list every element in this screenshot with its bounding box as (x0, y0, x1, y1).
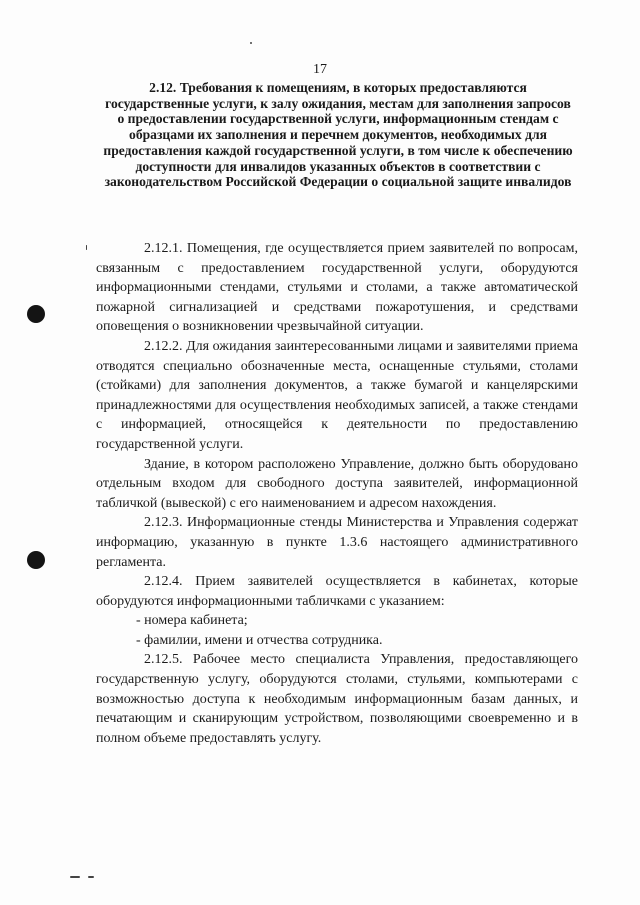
paragraph-2-12-3: 2.12.3. Информационные стенды Министерства и Управления содержат информацию, указанную в пункте 1.3.6 настоящего административного регламента. (96, 515, 578, 570)
section-heading: 2.12. Требования к помещениям, в которых предоставляются государственные услуги, к залу ожидания, местам для заполнения запросов о предоставлении государственной услуги, информационным стендам с образцами их заполнения и перечнем документов, необходимых для предоставления каждой государственной услуги, в том числе к обеспечению доступности для инвалидов указанных объектов в соответствии с законодательством Российской Федерации о социальной защите инвалидов (103, 80, 573, 190)
scan-speck (88, 876, 94, 878)
scan-speck (250, 42, 252, 44)
punch-hole-upper (27, 305, 45, 323)
paragraph-2-12-5: 2.12.5. Рабочее место специалиста Управления, предоставляющего государственную услугу, оборудуются столами, стульями, компьютерами с возможностью доступа к необходимым информационным базам данных, и печатающим и сканирующим устройством, позволяющими своевременно и в полном объеме предоставлять услугу. (96, 652, 578, 746)
paragraph-2-12-1: 2.12.1. Помещения, где осуществляется прием заявителей по вопросам, связанным с предоставлением государственной услуги, оборудуются информационными стендами, стульями и столами, а также автоматической пожарной сигнализацией и средствами пожаротушения, и средствами оповещения о возникновении чрезвычайной ситуации. (96, 241, 578, 335)
paragraph-2-12-2: 2.12.2. Для ожидания заинтересованными лицами и заявителями приема отводятся специально обозначенные места, оснащенные стульями, столами (стойками) для заполнения документов, а также бумагой и канцелярскими принадлежностями для осуществления необходимых записей, а также стендами с информацией, относящейся к деятельности по предоставлению государственной услуги. (96, 338, 578, 452)
paragraph-building: Здание, в котором расположено Управление, должно быть оборудовано отдельным входом для свободного доступа заявителей, информационной табличкой (вывеской) с его наименованием и адресом нахождения. (96, 456, 578, 511)
scan-speck (70, 876, 80, 878)
punch-hole-lower (27, 551, 45, 569)
scan-speck (86, 245, 87, 250)
section-body (96, 239, 578, 748)
list-item-office-number: - номера кабинета; (136, 613, 248, 629)
page-number: 17 (313, 62, 327, 77)
list-item-employee-name: - фамилии, имени и отчества сотрудника. (136, 632, 383, 648)
paragraph-2-12-4: 2.12.4. Прием заявителей осуществляется в кабинетах, которые оборудуются информационными табличками с указанием: (96, 574, 578, 609)
